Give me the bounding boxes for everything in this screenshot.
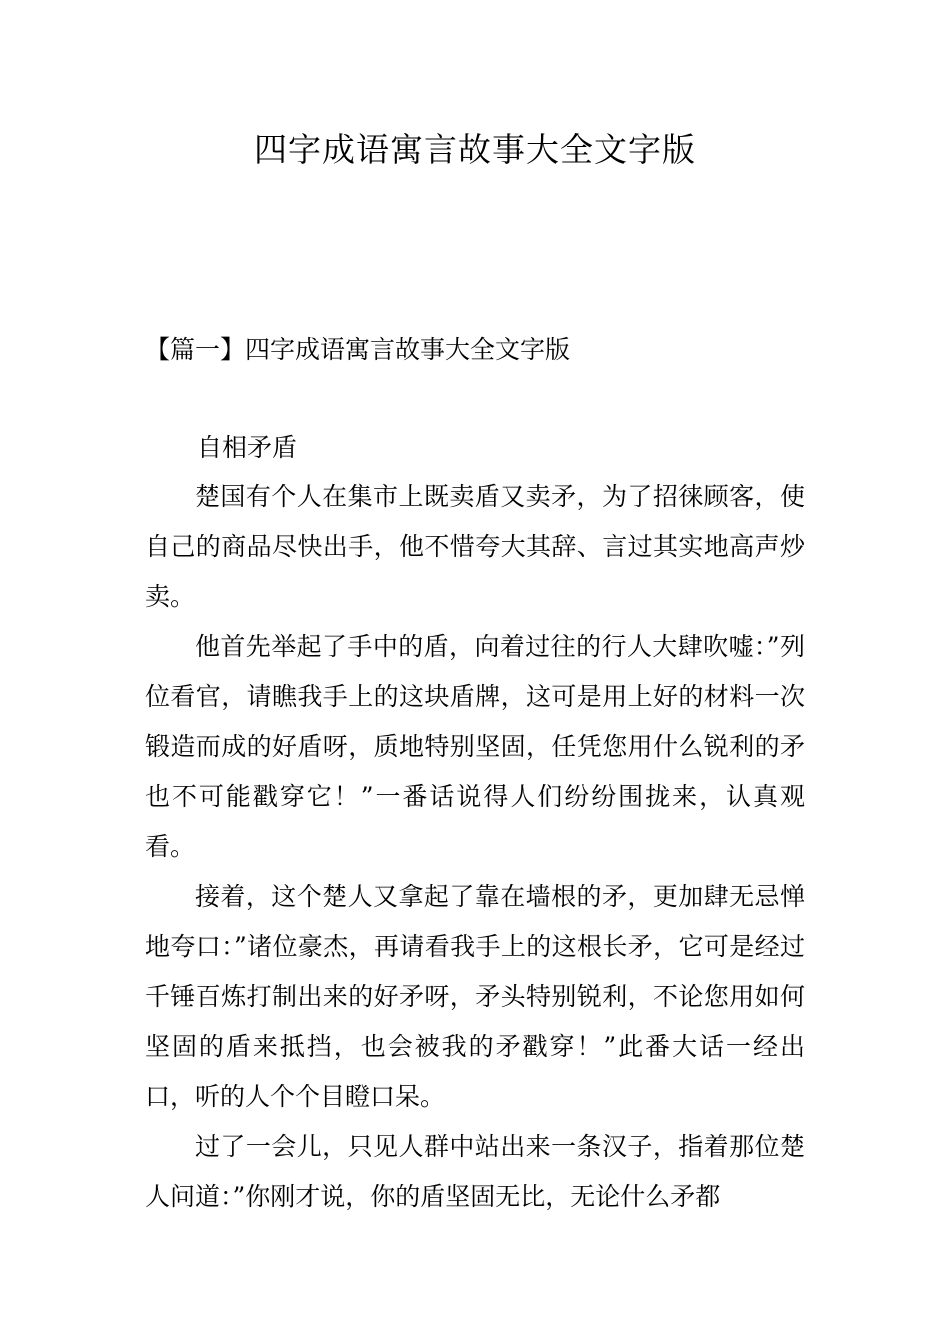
paragraph-4: 过了一会儿，只见人群中站出来一条汉子，指着那位楚人问道：”你刚才说，你的盾坚固无比，无论什么矛都 <box>145 1132 805 1211</box>
paragraph-2: 他首先举起了手中的盾，向着过往的行人大肆吹嘘：”列位看官，请瞧我手上的这块盾牌，这可是用上好的材料一次锻造而成的好盾呀，质地特别坚固，任凭您用什么锐利的矛也不可能戳穿它！”一番话说得人们纷纷围拢来，认真观看。 <box>145 632 805 861</box>
paragraph-3: 接着，这个楚人又拿起了靠在墙根的矛，更加肆无忌惮地夸口：”诸位豪杰，再请看我手上的这根长矛，它可是经过千锤百炼打制出来的好矛呀，矛头特别锐利，不论您用如何坚固的盾来抵挡，也会被我的矛戳穿！”此番大话一经出口，听的人个个目瞪口呆。 <box>145 882 805 1111</box>
paragraph-1: 楚国有个人在集市上既卖盾又卖矛，为了招徕顾客，使自己的商品尽快出手，他不惜夸大其辞、言过其实地高声炒卖。 <box>145 482 805 611</box>
story-title: 自相矛盾 <box>197 433 298 462</box>
section-heading: 【篇一】四字成语寓言故事大全文字版 <box>145 335 571 364</box>
document-title: 四字成语寓言故事大全文字版 <box>254 130 696 169</box>
story-body <box>145 472 805 1222</box>
